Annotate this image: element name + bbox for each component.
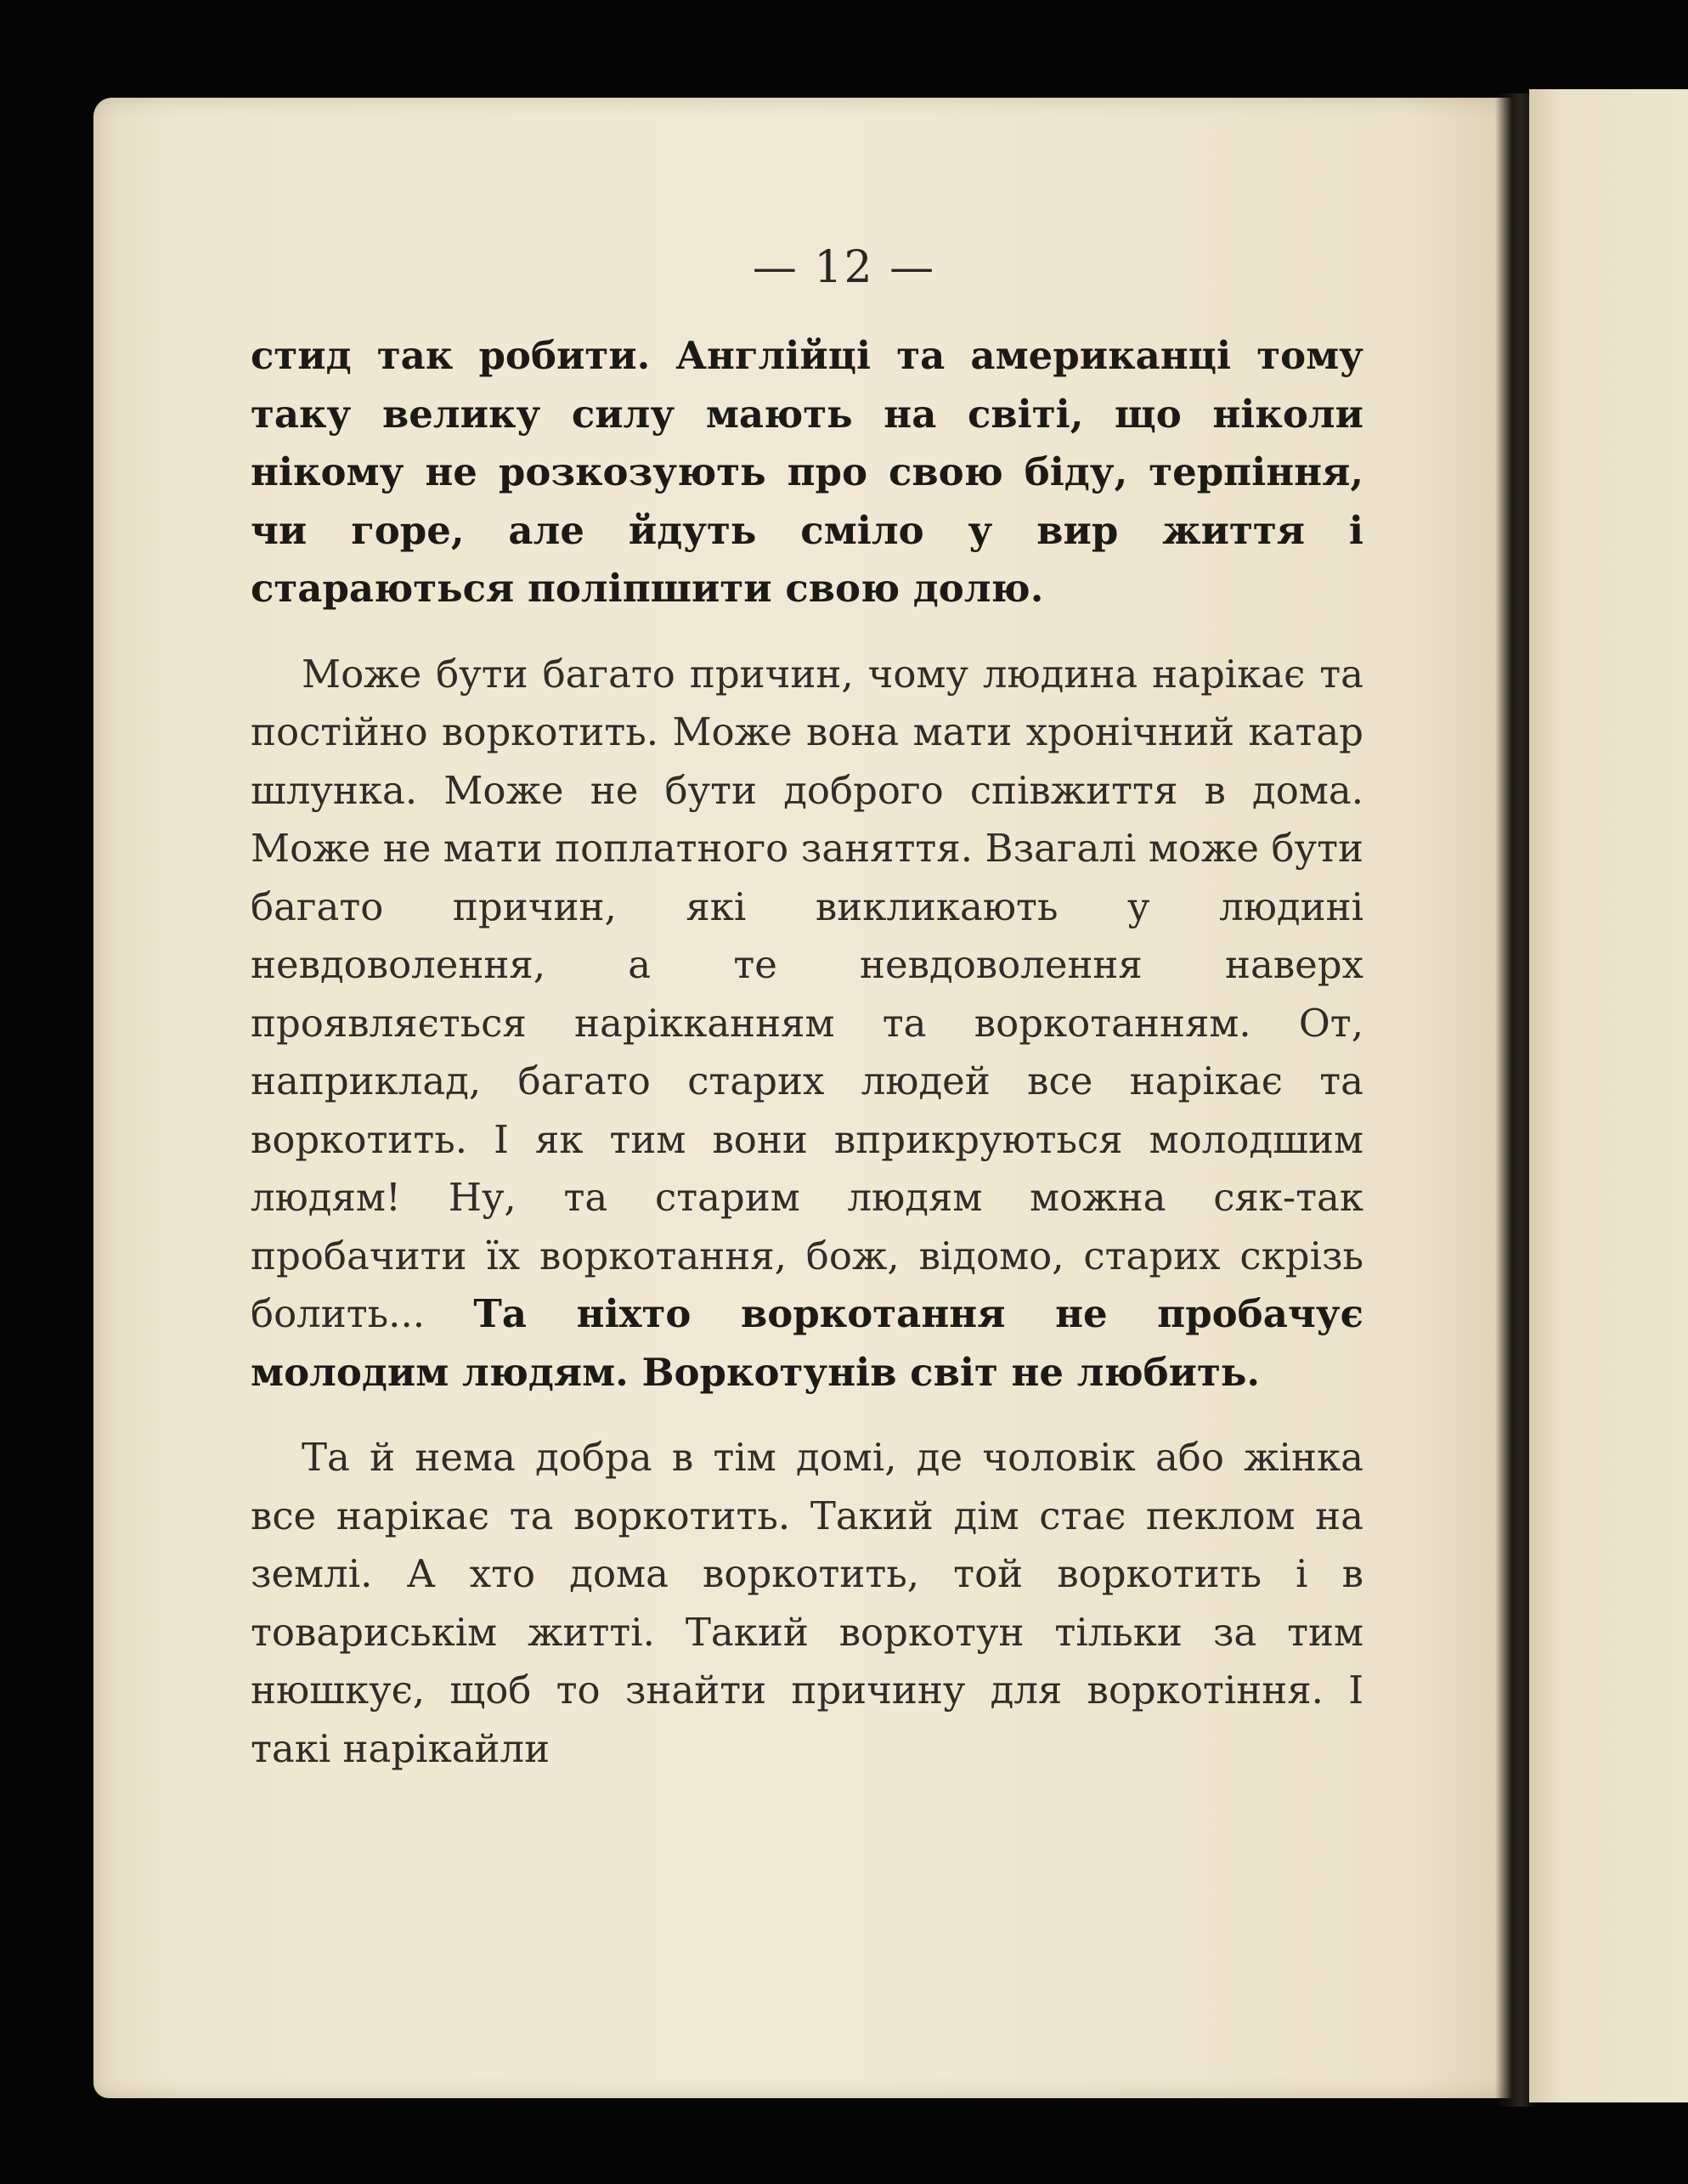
page-number: — 12 — — [752, 242, 936, 293]
paragraph-1: стид так робити. Англійці та американці тому таку велику силу мають на світі, що ніколи нікому не розкозують про свою біду, терпіння, чи горе, але йдуть сміло у вир життя і стараються поліпшити свою долю. — [251, 333, 1363, 611]
page-body-text — [251, 327, 1363, 1778]
paragraph-2-bold: Та ніхто воркотання не пробачує молодим людям. Воркотунів світ не любить. — [251, 1291, 1363, 1395]
paragraph-2 — [251, 646, 1363, 1402]
paragraph-3: Та й нема добра в тім домі, де чоловік або жінка все нарікає та воркотить. Такий дім стає пеклом на землі. А хто дома воркотить, той воркотить і в товариськім житті. Такий воркотун тільки за тим нюшкує, щоб то знайти причину для воркотіння. І такі нарікайли — [251, 1435, 1363, 1771]
right-page-edge — [1529, 89, 1688, 2102]
paragraph-2-regular: Може бути багато причин, чому людина нарікає та постійно воркотить. Може вона мати хронічний катар шлунка. Може не бути доброго співжиття в дома. Може не мати поплатного заняття. Взагалі може бути багато причин, які викликають у людині невдоволення, а те невдоволення наверх проявляється нарікканням та воркотанням. От, наприклад, багато старих людей все нарікає та воркотить. І як тим вони вприкруються молодшим людям! Ну, та старим людям можна сяк-так пробачити їх воркотання, бож, відомо, старих скрізь болить... — [251, 651, 1363, 1336]
